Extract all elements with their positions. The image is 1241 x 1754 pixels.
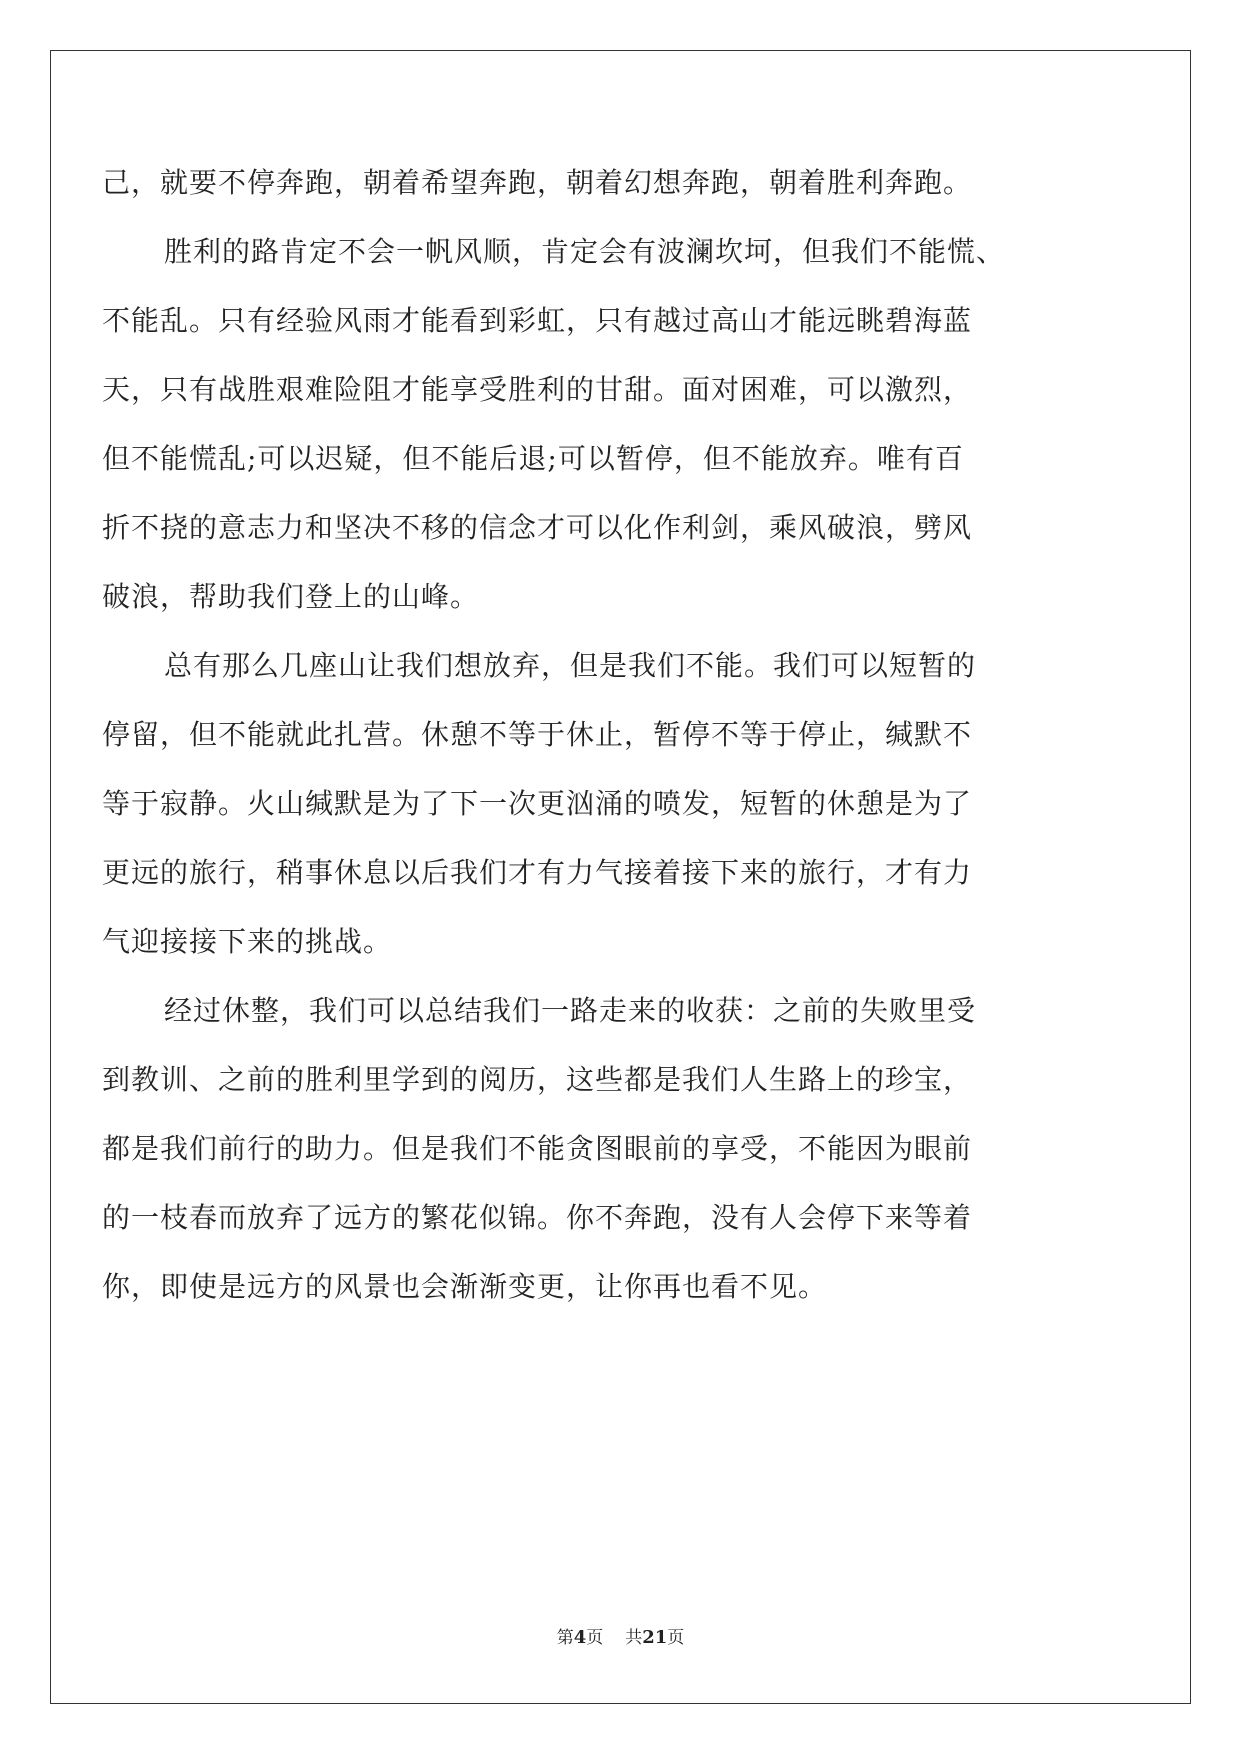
footer-total-suffix: 页: [667, 1628, 685, 1648]
text-line-13: 经过休整，我们可以总结我们一路走来的收获：之前的失败里受: [164, 994, 977, 1027]
text-line-2: 胜利的路肯定不会一帆风顺，肯定会有波澜坎坷，但我们不能慌、: [164, 235, 1006, 268]
text-line-15: 都是我们前行的助力。但是我们不能贪图眼前的享受，不能因为眼前: [102, 1132, 973, 1165]
footer-page-prefix: 第: [556, 1628, 574, 1648]
text-line-14: 到教训、之前的胜利里学到的阅历，这些都是我们人生路上的珍宝，: [102, 1063, 973, 1096]
text-line-3: 不能乱。只有经验风雨才能看到彩虹，只有越过高山才能远眺碧海蓝: [102, 304, 973, 337]
text-line-8: 总有那么几座山让我们想放弃，但是我们不能。我们可以短暂的: [164, 649, 977, 682]
footer-page-suffix: 页: [586, 1628, 604, 1648]
text-line-7: 破浪，帮助我们登上的山峰。: [102, 580, 480, 613]
text-line-5: 但不能慌乱;可以迟疑，但不能后退;可以暂停，但不能放弃。唯有百: [102, 442, 964, 475]
text-line-17: 你，即使是远方的风景也会渐渐变更，让你再也看不见。: [102, 1270, 828, 1303]
text-line-1: 己，就要不停奔跑，朝着希望奔跑，朝着幻想奔跑，朝着胜利奔跑。: [102, 166, 973, 199]
text-line-11: 更远的旅行，稍事休息以后我们才有力气接着接下来的旅行，才有力: [102, 856, 973, 889]
footer-page-number: 4: [573, 1627, 587, 1648]
text-line-10: 等于寂静。火山缄默是为了下一次更汹涌的喷发，短暂的休憩是为了: [102, 787, 973, 820]
text-line-16: 的一枝春而放弃了远方的繁花似锦。你不奔跑，没有人会停下来等着: [102, 1201, 973, 1234]
text-line-12: 气迎接接下来的挑战。: [102, 925, 393, 958]
footer-total-number: 21: [642, 1627, 668, 1648]
footer-total-prefix: 共: [625, 1628, 643, 1648]
text-line-6: 折不挠的意志力和坚决不移的信念才可以化作利剑，乘风破浪，劈风: [102, 511, 973, 544]
text-line-4: 天，只有战胜艰难险阻才能享受胜利的甘甜。面对困难，可以激烈，: [102, 373, 973, 406]
page-footer: [0, 1627, 1241, 1649]
text-line-9: 停留，但不能就此扎营。休憩不等于休止，暂停不等于停止，缄默不: [102, 718, 973, 751]
